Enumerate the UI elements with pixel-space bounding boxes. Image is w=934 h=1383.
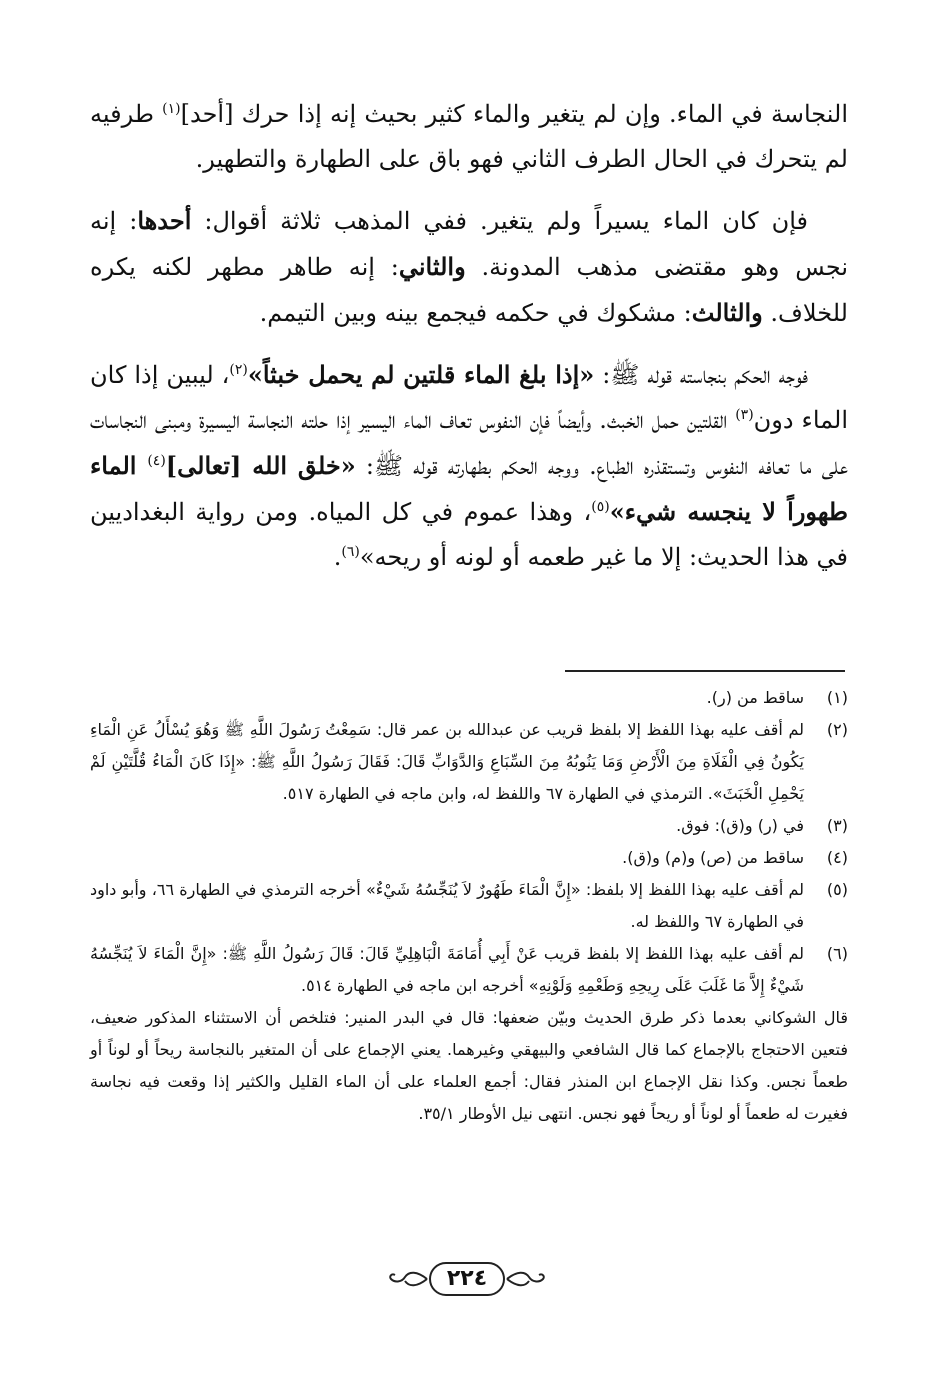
text-run: طرفيه لم يتحرك في الحال الطرف الثاني فهو باق على الطهارة والتطهير. <box>90 100 848 173</box>
footnote-text: لم أقف عليه بهذا اللفظ إلا بلفظ: «إِنَّ الْمَاءَ طَهُورٌ لاَ يُنَجِّسُهُ شَيْءٌ» أخرجه الترمذي في الطهارة ٦٦، وأبو داود في الطهارة ٦٧ واللفظ له. <box>90 880 804 931</box>
text-run: فإن كان الماء يسيراً ولم يتغير. ففي المذهب ثلاثة أقوال: <box>191 207 808 235</box>
footnote-ref[interactable]: (٢) <box>229 362 248 378</box>
text-run: ، وهذا عموم في كل المياه. ومن رواية البغداديين في هذا الحديث: إلا ما غير طعمه أو لونه أو ريحه» <box>90 498 848 571</box>
footnote-continuation: قال الشوكاني بعدما ذكر طرق الحديث وبيّن ضعفها: قال في البدر المنير: فتلخص أن الاستثناء المذكور ضعيف، فتعين الاحتجاج بالإجماع كما قال الشافعي والبيهقي وغيرهما. يعني الإجماع على أن المتغير بالنجاسة ريحاً أو لوناً أو طعماً نجس. وكذا نقل الإجماع ابن المنذر فقال: أجمع العلماء على أن الماء القليل والكثير إذا وقعت فيه نجاسة فغيرت له طعماً أو لوناً أو ريحاً فهو نجس. انتهى نيل الأوطار ٣٥/١. <box>90 1008 848 1123</box>
footnote-number: (١) <box>826 688 848 707</box>
ornament-right-icon <box>505 1267 547 1291</box>
keyword: والثالث <box>691 298 763 327</box>
footnote-item <box>90 874 848 938</box>
text-run: : إنه طاهر مطهر لكنه يكره للخلاف. <box>90 253 848 327</box>
footnote-item <box>90 810 848 842</box>
footnote-ref[interactable]: (٤) <box>147 453 166 469</box>
footnote-item <box>90 714 848 810</box>
text-run: ، ليبين إذا كان الماء دون <box>90 361 848 434</box>
paragraph-3 <box>90 352 848 580</box>
footnote-number: (٢) <box>826 720 848 739</box>
footnote-ref[interactable]: (٣) <box>735 407 754 423</box>
text-run: : مشكوك في حكمه فيجمع بينه وبين التيمم. <box>259 299 692 327</box>
paragraph-1 <box>90 92 848 182</box>
main-text <box>90 92 848 596</box>
footnote-ref[interactable]: (٥) <box>591 499 610 515</box>
paragraph-2 <box>90 198 848 336</box>
page-footer <box>0 1262 934 1296</box>
hadith-quote: «خلق الله [تعالى] <box>165 451 356 480</box>
hadith-quote: «إذا بلغ الماء قلتين لم يحمل خبثاً» <box>247 360 595 389</box>
text-run: فوجه الحكم بنجاسته قوله ﷺ: <box>594 361 809 389</box>
ornament-left-icon <box>387 1267 429 1291</box>
footnote-text: في (ر) و(ق): فوق. <box>676 816 804 835</box>
footnotes <box>90 682 848 1130</box>
footnote-item <box>90 938 848 1002</box>
text-run: النجاسة في الماء. وإن لم يتغير والماء كثير بحيث إنه إذا حرك [أحد] <box>180 100 848 128</box>
footnote-number: (٤) <box>826 848 848 867</box>
page-number: ٢٢٤ <box>429 1262 505 1296</box>
footnote-separator <box>565 670 845 672</box>
footnote-ref[interactable]: (٦) <box>341 544 360 560</box>
text-run: القلتين حمل الخبث. وأيضاً فإن النفوس تعاف الماء اليسير إذا حلته النجاسة اليسيرة ومبنى النجاسات على ما تعافه النفوس وتستقذره الطباع. ووجه الحكم بطهارته قوله ﷺ: <box>90 406 849 480</box>
footnote-text: ساقط من (ص) و(م) و(ق). <box>622 848 804 867</box>
text-run: : إنه نجس وهو مقتضى مذهب المدونة. <box>90 207 848 281</box>
hadith-quote: الماء طهوراً لا ينجسه شيء» <box>90 451 848 526</box>
footnote-number: (٣) <box>826 816 848 835</box>
footnote-number: (٥) <box>826 880 848 899</box>
keyword: والثاني <box>398 252 466 281</box>
text-run: . <box>333 543 342 571</box>
keyword: أحدها <box>137 206 192 235</box>
footnote-text: ساقط من (ر). <box>706 688 804 707</box>
footnote-item <box>90 682 848 714</box>
footnote-item <box>90 842 848 874</box>
footnote-text: لم أقف عليه بهذا اللفظ إلا بلفظ قريب عَنْ أَبِي أُمَامَةَ الْبَاهِلِيِّ قَالَ: قَالَ رَسُولُ اللَّهِ ﷺ: «إِنَّ الْمَاءَ لاَ يُنَجِّسُهُ شَيْءٌ إِلاَّ مَا غَلَبَ عَلَى رِيحِهِ وَطَعْمِهِ وَلَوْنِهِ» أخرجه ابن ماجه في الطهارة ٥١٤. <box>90 944 804 995</box>
footnote-number: (٦) <box>826 944 848 963</box>
footnote-ref[interactable]: (١) <box>162 101 181 117</box>
footnote-text: لم أقف عليه بهذا اللفظ إلا بلفظ قريب عن عبدالله بن عمر قال: سَمِعْتُ رَسُولَ اللَّهِ ﷺ وَهُوَ يُسْأَلُ عَنِ الْمَاءِ يَكُونُ فِي الْفَلَاةِ مِنَ الْأَرْضِ وَمَا يَنُوبُهُ مِنَ السِّبَاعِ وَالدَّوَابِّ قَالَ: فَقَالَ رَسُولُ اللَّهِ ﷺ: «إِذَا كَانَ الْمَاءُ قُلَّتَيْنِ لَمْ يَحْمِلِ الْخَبَثَ». الترمذي في الطهارة ٦٧ واللفظ له، وابن ماجه في الطهارة ٥١٧. <box>90 720 804 803</box>
